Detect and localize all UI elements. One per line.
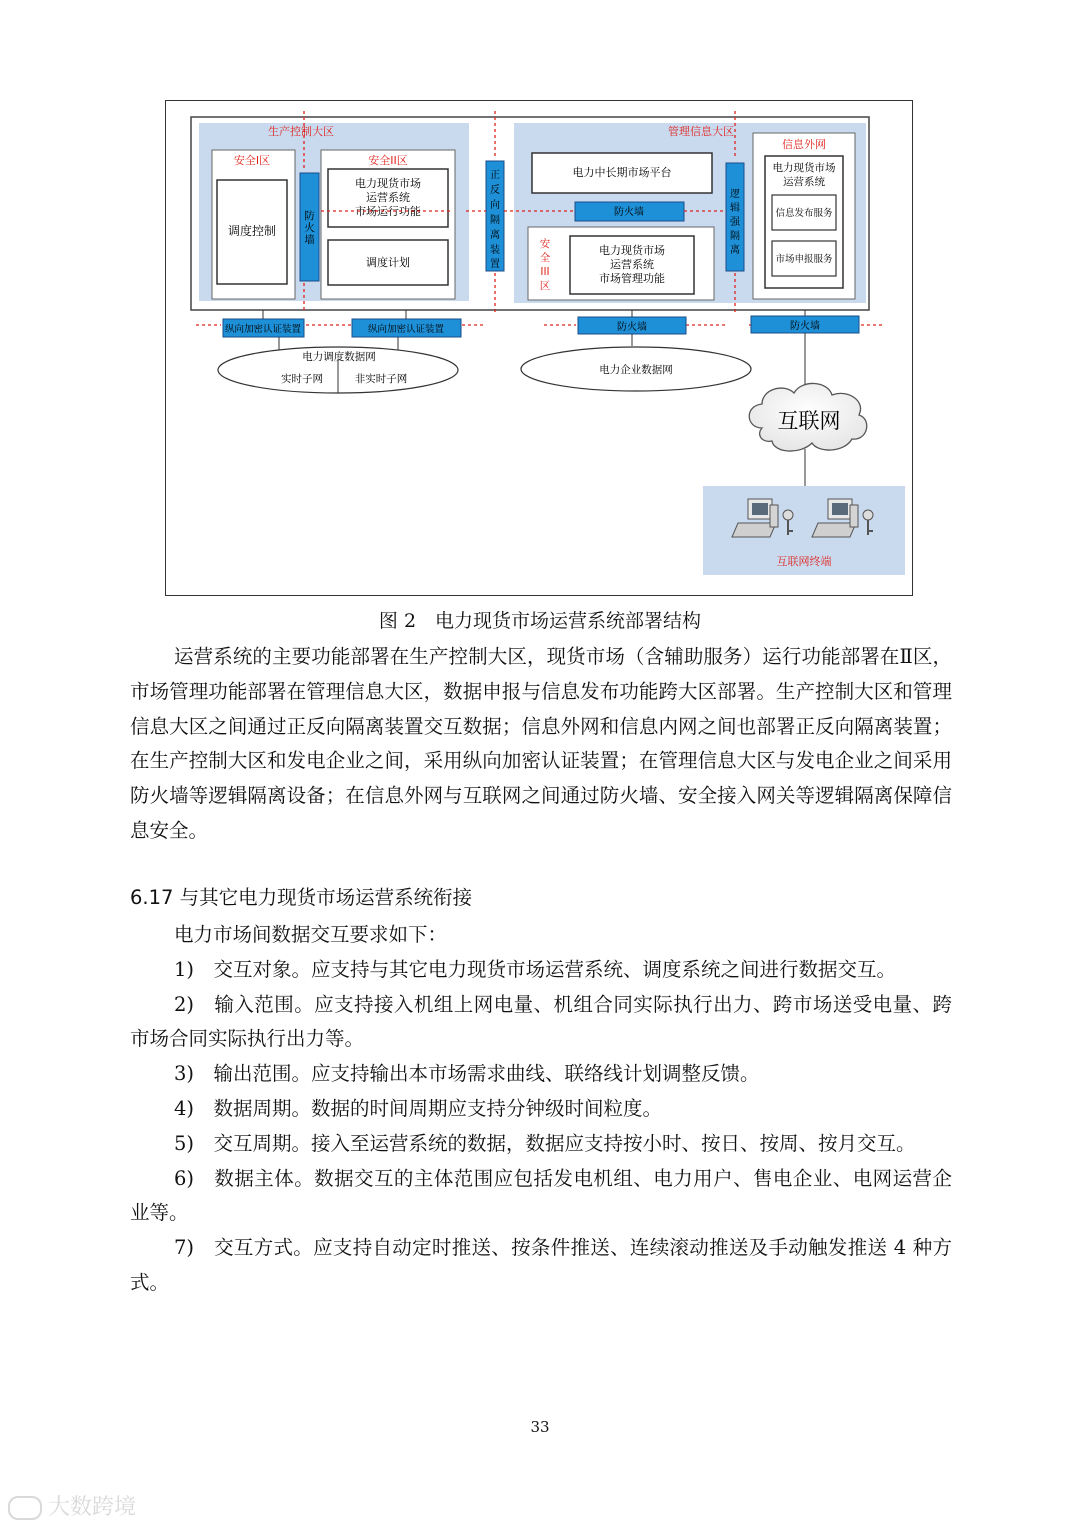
- production-zone-label: 生产控制大区: [268, 125, 334, 138]
- svg-text:强: 强: [730, 217, 740, 228]
- svg-text:运营系统: 运营系统: [610, 258, 654, 271]
- deployment-figure: [165, 100, 913, 596]
- list-item: 7) 交互方式。应支持自动定时推送、按条件推送、连续滚动推送及手动触发推送 4 种方式。: [130, 1236, 952, 1294]
- watermark-text: 大数跨境: [48, 1495, 137, 1520]
- enterprise-net-label: 电力企业数据网: [599, 364, 673, 376]
- svg-text:电力现货市场: 电力现货市场: [772, 162, 836, 174]
- svg-text:市场运行功能: 市场运行功能: [355, 205, 421, 218]
- info-release-label: 信息发布服务: [775, 208, 833, 219]
- page-number: 33: [530, 1418, 550, 1436]
- svg-text:防: 防: [304, 210, 315, 222]
- svg-text:辑: 辑: [730, 203, 740, 214]
- internet-terminal-label: 互联网终端: [776, 555, 832, 568]
- svg-text:装: 装: [490, 245, 500, 256]
- svg-text:离: 离: [730, 245, 740, 256]
- svg-text:火: 火: [304, 222, 315, 234]
- watermark-logo-icon: [8, 1496, 42, 1520]
- internet-cloud: [749, 383, 867, 451]
- internet-label: 互联网: [777, 409, 841, 433]
- firewall-enterprise-label: 防火墙: [617, 322, 647, 333]
- svg-text:电力现货市场: 电力现货市场: [599, 244, 665, 257]
- firewall-internet-label: 防火墙: [790, 321, 820, 332]
- external-zone-label: 信息外网: [782, 138, 826, 151]
- body-paragraph: [130, 640, 952, 849]
- svg-text:运营系统: 运营系统: [366, 191, 410, 204]
- deployment-diagram: [166, 101, 914, 597]
- list-item: 1) 交互对象。应支持与其它电力现货市场运营系统、调度系统之间进行数据交互。: [174, 957, 897, 981]
- svg-text:向: 向: [490, 200, 500, 211]
- svg-text:隔: 隔: [730, 231, 740, 242]
- list-item: 4) 数据周期。数据的时间周期应支持分钟级时间粒度。: [174, 1096, 663, 1120]
- svg-text:墙: 墙: [304, 234, 315, 246]
- requirements-list: [130, 918, 952, 1301]
- dispatch-plan-label: 调度计划: [366, 256, 410, 269]
- svg-text:反: 反: [490, 185, 500, 196]
- realtime-subnet-label: 实时子网: [281, 373, 323, 385]
- svg-text:全: 全: [539, 252, 551, 264]
- svg-text:离: 离: [490, 230, 500, 241]
- logic-isolation-label: [730, 188, 741, 256]
- svg-text:电力现货市场: 电力现货市场: [355, 177, 421, 190]
- svg-text:隔: 隔: [490, 215, 500, 226]
- connector-lines: [263, 310, 805, 486]
- figure-caption: 图 2 电力现货市场运营系统部署结构: [378, 610, 702, 632]
- svg-text:逻: 逻: [730, 189, 740, 200]
- watermark: [8, 1490, 136, 1521]
- list-item: 2) 输入范围。应支持接入机组上网电量、机组合同实际执行出力、跨市场送受电量、跨市场合同实际执行出力等。: [130, 992, 952, 1051]
- firewall-mid-label: 防火墙: [614, 207, 644, 218]
- midlong-platform-label: 电力中长期市场平台: [572, 166, 672, 179]
- svg-text:置: 置: [490, 259, 500, 270]
- list-item: 5) 交互周期。接入至运营系统的数据，数据应支持按小时、按日、按周、按月交互。: [174, 1131, 916, 1155]
- svg-text:市场管理功能: 市场管理功能: [599, 272, 665, 285]
- svg-text:运营系统: 运营系统: [783, 176, 825, 188]
- svg-text:III: III: [540, 266, 550, 278]
- vertical-encrypt-label-2: 纵向加密认证装置: [367, 324, 445, 335]
- nonrealtime-subnet-label: 非实时子网: [354, 373, 408, 385]
- paragraph-1: 运营系统的主要功能部署在生产控制大区，现货市场（含辅助服务）运行功能部署在Ⅱ区，市场管理功能部署在管理信息大区，数据申报与信息发布功能跨大区部署。生产控制大区和管理信息大区之间通过正反向隔离装置交互数据；信息外网和信息内网之间也部署正反向隔离装置；在生产控制大区和发电企业之间，采用纵向加密认证装置；在管理信息大区与发电企业之间采用防火墙等逻辑隔离设备；在信息外网与互联网之间通过防火墙、安全接入网关等逻辑隔离保障信息安全。: [130, 645, 952, 842]
- isolation-bar-label: [490, 169, 500, 270]
- vertical-encrypt-label-1: 纵向加密认证装置: [224, 324, 302, 335]
- list-item: 3) 输出范围。应支持输出本市场需求曲线、联络线计划调整反馈。: [174, 1062, 760, 1086]
- firewall-bar-1-label: [304, 210, 315, 246]
- dispatch-net-label: 电力调度数据网: [302, 351, 376, 363]
- dispatch-control-label: 调度控制: [227, 224, 277, 238]
- svg-text:正: 正: [490, 170, 500, 181]
- safe2-label: 安全II区: [368, 154, 408, 167]
- list-item: 6) 数据主体。数据交互的主体范围应包括发电机组、电力用户、售电企业、电网运营企业等。: [130, 1166, 952, 1225]
- management-zone-label: 管理信息大区: [668, 125, 734, 138]
- list-intro: 电力市场间数据交互要求如下：: [174, 923, 448, 946]
- svg-text:区: 区: [539, 280, 551, 292]
- market-declare-label: 市场申报服务: [775, 254, 833, 265]
- section-heading: 6.17 与其它电力现货市场运营系统衔接: [130, 886, 473, 909]
- safe1-label: 安全I区: [233, 154, 271, 167]
- svg-text:安: 安: [539, 238, 551, 250]
